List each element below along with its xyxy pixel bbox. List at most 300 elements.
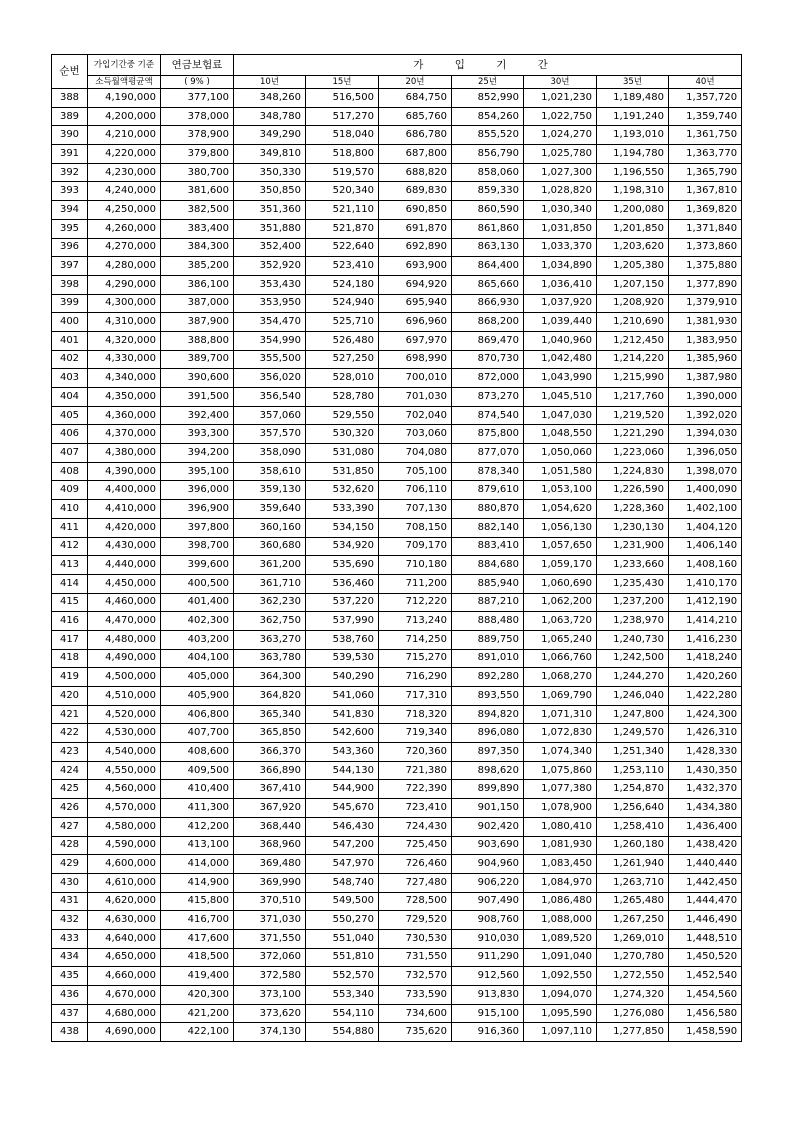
cell-p10: 354,470 (234, 313, 306, 332)
cell-p35: 1,221,290 (597, 425, 669, 444)
cell-seq: 396 (52, 238, 88, 257)
cell-p35: 1,238,970 (597, 612, 669, 631)
cell-p30: 1,062,200 (524, 593, 597, 612)
cell-p10: 369,480 (234, 855, 306, 874)
header-premium-top: 연금보험료 (161, 55, 234, 76)
cell-p15: 521,870 (306, 219, 379, 238)
cell-p20: 710,180 (379, 556, 452, 575)
cell-p30: 1,021,230 (524, 89, 597, 108)
cell-p35: 1,189,480 (597, 89, 669, 108)
cell-seq: 397 (52, 257, 88, 276)
cell-p15: 518,800 (306, 145, 379, 164)
cell-p30: 1,094,070 (524, 986, 597, 1005)
cell-income: 4,340,000 (88, 369, 161, 388)
cell-p25: 898,620 (452, 761, 524, 780)
cell-income: 4,280,000 (88, 257, 161, 276)
cell-p10: 352,920 (234, 257, 306, 276)
cell-p10: 352,400 (234, 238, 306, 257)
cell-p35: 1,235,430 (597, 574, 669, 593)
cell-premium: 385,200 (161, 257, 234, 276)
header-period-25: 25년 (452, 76, 524, 89)
table-row (52, 911, 742, 930)
table-body (52, 89, 742, 1042)
cell-p10: 373,100 (234, 986, 306, 1005)
cell-premium: 410,400 (161, 780, 234, 799)
cell-p35: 1,263,710 (597, 873, 669, 892)
cell-p15: 516,500 (306, 89, 379, 108)
cell-p35: 1,200,080 (597, 201, 669, 220)
cell-income: 4,670,000 (88, 986, 161, 1005)
cell-income: 4,260,000 (88, 219, 161, 238)
cell-p15: 546,430 (306, 817, 379, 836)
cell-p15: 540,290 (306, 668, 379, 687)
cell-p10: 368,440 (234, 817, 306, 836)
table-row (52, 444, 742, 463)
cell-p10: 357,060 (234, 406, 306, 425)
cell-p10: 361,710 (234, 574, 306, 593)
cell-p35: 1,249,570 (597, 724, 669, 743)
cell-income: 4,470,000 (88, 612, 161, 631)
cell-premium: 409,500 (161, 761, 234, 780)
cell-p25: 873,270 (452, 388, 524, 407)
cell-p20: 687,800 (379, 145, 452, 164)
cell-p30: 1,036,410 (524, 275, 597, 294)
table-row (52, 257, 742, 276)
header-seq: 순번 (52, 55, 88, 89)
cell-p40: 1,406,140 (669, 537, 742, 556)
cell-p40: 1,448,510 (669, 929, 742, 948)
cell-p20: 702,040 (379, 406, 452, 425)
header-period-10: 10년 (234, 76, 306, 89)
cell-p10: 371,550 (234, 929, 306, 948)
cell-p15: 551,040 (306, 929, 379, 948)
cell-premium: 414,900 (161, 873, 234, 892)
cell-p20: 705,100 (379, 462, 452, 481)
cell-p15: 528,780 (306, 388, 379, 407)
cell-p15: 526,480 (306, 331, 379, 350)
cell-p15: 539,530 (306, 649, 379, 668)
cell-p25: 907,490 (452, 892, 524, 911)
cell-p25: 880,870 (452, 500, 524, 519)
cell-p10: 360,680 (234, 537, 306, 556)
cell-income: 4,460,000 (88, 593, 161, 612)
cell-p10: 356,020 (234, 369, 306, 388)
cell-p40: 1,422,280 (669, 687, 742, 706)
cell-premium: 421,200 (161, 1004, 234, 1023)
cell-seq: 420 (52, 687, 88, 706)
table-row (52, 929, 742, 948)
cell-premium: 407,700 (161, 724, 234, 743)
cell-p20: 694,920 (379, 275, 452, 294)
cell-seq: 389 (52, 107, 88, 126)
cell-p30: 1,059,170 (524, 556, 597, 575)
cell-premium: 387,000 (161, 294, 234, 313)
cell-p40: 1,390,000 (669, 388, 742, 407)
cell-income: 4,550,000 (88, 761, 161, 780)
cell-p30: 1,089,520 (524, 929, 597, 948)
pension-table (51, 54, 742, 1042)
cell-p10: 372,580 (234, 967, 306, 986)
cell-p35: 1,258,410 (597, 817, 669, 836)
cell-premium: 399,600 (161, 556, 234, 575)
cell-p40: 1,402,100 (669, 500, 742, 519)
cell-seq: 403 (52, 369, 88, 388)
cell-income: 4,630,000 (88, 911, 161, 930)
cell-p30: 1,047,030 (524, 406, 597, 425)
cell-p40: 1,420,260 (669, 668, 742, 687)
cell-premium: 416,700 (161, 911, 234, 930)
cell-p40: 1,452,540 (669, 967, 742, 986)
cell-p35: 1,253,110 (597, 761, 669, 780)
cell-p35: 1,231,900 (597, 537, 669, 556)
cell-income: 4,290,000 (88, 275, 161, 294)
cell-p40: 1,367,810 (669, 182, 742, 201)
cell-p20: 722,390 (379, 780, 452, 799)
cell-p10: 357,570 (234, 425, 306, 444)
cell-p20: 717,310 (379, 687, 452, 706)
cell-p35: 1,194,780 (597, 145, 669, 164)
cell-p20: 733,590 (379, 986, 452, 1005)
cell-seq: 398 (52, 275, 88, 294)
cell-p15: 533,390 (306, 500, 379, 519)
cell-income: 4,600,000 (88, 855, 161, 874)
table-row (52, 668, 742, 687)
cell-p30: 1,040,960 (524, 331, 597, 350)
cell-seq: 405 (52, 406, 88, 425)
table-row (52, 799, 742, 818)
cell-p40: 1,450,520 (669, 948, 742, 967)
cell-p15: 541,060 (306, 687, 379, 706)
cell-income: 4,400,000 (88, 481, 161, 500)
cell-seq: 428 (52, 836, 88, 855)
cell-p30: 1,060,690 (524, 574, 597, 593)
cell-p30: 1,071,310 (524, 705, 597, 724)
cell-seq: 390 (52, 126, 88, 145)
cell-seq: 414 (52, 574, 88, 593)
cell-p30: 1,053,100 (524, 481, 597, 500)
cell-income: 4,580,000 (88, 817, 161, 836)
cell-p20: 688,820 (379, 163, 452, 182)
cell-p15: 554,880 (306, 1023, 379, 1042)
cell-p20: 730,530 (379, 929, 452, 948)
cell-p40: 1,357,720 (669, 89, 742, 108)
cell-p20: 692,890 (379, 238, 452, 257)
cell-p25: 869,470 (452, 331, 524, 350)
cell-premium: 418,500 (161, 948, 234, 967)
cell-seq: 415 (52, 593, 88, 612)
table-row (52, 145, 742, 164)
cell-p35: 1,228,360 (597, 500, 669, 519)
cell-p40: 1,383,950 (669, 331, 742, 350)
cell-p25: 915,100 (452, 1004, 524, 1023)
cell-p35: 1,242,500 (597, 649, 669, 668)
cell-income: 4,500,000 (88, 668, 161, 687)
cell-p30: 1,042,480 (524, 350, 597, 369)
cell-seq: 395 (52, 219, 88, 238)
cell-seq: 433 (52, 929, 88, 948)
cell-income: 4,220,000 (88, 145, 161, 164)
cell-p25: 875,800 (452, 425, 524, 444)
cell-seq: 413 (52, 556, 88, 575)
pension-table-sheet (51, 54, 741, 1042)
cell-p10: 370,510 (234, 892, 306, 911)
table-row (52, 986, 742, 1005)
cell-income: 4,420,000 (88, 518, 161, 537)
cell-seq: 402 (52, 350, 88, 369)
cell-premium: 386,100 (161, 275, 234, 294)
cell-p35: 1,208,920 (597, 294, 669, 313)
cell-p30: 1,057,650 (524, 537, 597, 556)
cell-p10: 361,200 (234, 556, 306, 575)
cell-p15: 541,830 (306, 705, 379, 724)
cell-p20: 732,570 (379, 967, 452, 986)
cell-p35: 1,244,270 (597, 668, 669, 687)
cell-premium: 387,900 (161, 313, 234, 332)
cell-p35: 1,233,660 (597, 556, 669, 575)
cell-p10: 363,780 (234, 649, 306, 668)
cell-p20: 726,460 (379, 855, 452, 874)
cell-seq: 435 (52, 967, 88, 986)
cell-p20: 729,520 (379, 911, 452, 930)
cell-p20: 718,320 (379, 705, 452, 724)
cell-p25: 863,130 (452, 238, 524, 257)
cell-income: 4,650,000 (88, 948, 161, 967)
table-row (52, 89, 742, 108)
cell-p35: 1,191,240 (597, 107, 669, 126)
cell-p25: 899,890 (452, 780, 524, 799)
cell-p35: 1,207,150 (597, 275, 669, 294)
cell-seq: 418 (52, 649, 88, 668)
cell-p25: 913,830 (452, 986, 524, 1005)
cell-p25: 901,150 (452, 799, 524, 818)
cell-seq: 424 (52, 761, 88, 780)
cell-p15: 548,740 (306, 873, 379, 892)
cell-p30: 1,092,550 (524, 967, 597, 986)
cell-income: 4,590,000 (88, 836, 161, 855)
cell-income: 4,250,000 (88, 201, 161, 220)
cell-p30: 1,056,130 (524, 518, 597, 537)
table-row (52, 163, 742, 182)
cell-premium: 403,200 (161, 630, 234, 649)
cell-p30: 1,068,270 (524, 668, 597, 687)
cell-premium: 391,500 (161, 388, 234, 407)
cell-p25: 866,930 (452, 294, 524, 313)
cell-p35: 1,260,180 (597, 836, 669, 855)
cell-p20: 714,250 (379, 630, 452, 649)
cell-p40: 1,359,740 (669, 107, 742, 126)
cell-p15: 529,550 (306, 406, 379, 425)
cell-p15: 542,600 (306, 724, 379, 743)
cell-p25: 893,550 (452, 687, 524, 706)
cell-premium: 381,600 (161, 182, 234, 201)
cell-p20: 696,960 (379, 313, 452, 332)
cell-p40: 1,365,790 (669, 163, 742, 182)
cell-p15: 520,340 (306, 182, 379, 201)
table-row (52, 238, 742, 257)
cell-premium: 419,400 (161, 967, 234, 986)
table-row (52, 369, 742, 388)
table-row (52, 331, 742, 350)
table-row (52, 107, 742, 126)
cell-p20: 731,550 (379, 948, 452, 967)
cell-p25: 860,590 (452, 201, 524, 220)
cell-seq: 436 (52, 986, 88, 1005)
cell-p20: 693,900 (379, 257, 452, 276)
cell-p35: 1,217,760 (597, 388, 669, 407)
cell-p15: 523,410 (306, 257, 379, 276)
table-row (52, 761, 742, 780)
cell-p10: 371,030 (234, 911, 306, 930)
cell-premium: 393,300 (161, 425, 234, 444)
cell-p15: 519,570 (306, 163, 379, 182)
cell-p25: 908,760 (452, 911, 524, 930)
table-row (52, 705, 742, 724)
cell-p35: 1,267,250 (597, 911, 669, 930)
cell-p10: 355,500 (234, 350, 306, 369)
cell-p40: 1,363,770 (669, 145, 742, 164)
cell-income: 4,490,000 (88, 649, 161, 668)
cell-p10: 365,850 (234, 724, 306, 743)
cell-seq: 406 (52, 425, 88, 444)
cell-p35: 1,270,780 (597, 948, 669, 967)
cell-p20: 700,010 (379, 369, 452, 388)
cell-p40: 1,444,470 (669, 892, 742, 911)
cell-premium: 380,700 (161, 163, 234, 182)
header-period-20: 20년 (379, 76, 452, 89)
cell-p25: 864,400 (452, 257, 524, 276)
cell-p25: 868,200 (452, 313, 524, 332)
cell-p25: 858,060 (452, 163, 524, 182)
cell-p30: 1,039,440 (524, 313, 597, 332)
cell-p15: 537,220 (306, 593, 379, 612)
cell-p30: 1,028,820 (524, 182, 597, 201)
cell-p15: 524,940 (306, 294, 379, 313)
cell-p30: 1,095,590 (524, 1004, 597, 1023)
cell-p10: 374,130 (234, 1023, 306, 1042)
cell-p25: 904,960 (452, 855, 524, 874)
cell-p15: 534,920 (306, 537, 379, 556)
cell-p30: 1,022,750 (524, 107, 597, 126)
cell-seq: 412 (52, 537, 88, 556)
cell-p35: 1,265,480 (597, 892, 669, 911)
cell-p15: 551,810 (306, 948, 379, 967)
cell-p30: 1,074,340 (524, 743, 597, 762)
cell-income: 4,360,000 (88, 406, 161, 425)
cell-p25: 870,730 (452, 350, 524, 369)
table-row (52, 593, 742, 612)
cell-seq: 404 (52, 388, 88, 407)
cell-income: 4,680,000 (88, 1004, 161, 1023)
cell-p25: 877,070 (452, 444, 524, 463)
table-row (52, 500, 742, 519)
cell-seq: 394 (52, 201, 88, 220)
cell-income: 4,570,000 (88, 799, 161, 818)
cell-premium: 378,900 (161, 126, 234, 145)
cell-p10: 349,810 (234, 145, 306, 164)
cell-p35: 1,269,010 (597, 929, 669, 948)
cell-premium: 405,000 (161, 668, 234, 687)
cell-p35: 1,247,800 (597, 705, 669, 724)
cell-income: 4,330,000 (88, 350, 161, 369)
cell-premium: 389,700 (161, 350, 234, 369)
cell-p20: 724,430 (379, 817, 452, 836)
cell-p10: 358,090 (234, 444, 306, 463)
cell-seq: 429 (52, 855, 88, 874)
cell-p20: 728,500 (379, 892, 452, 911)
cell-p30: 1,066,760 (524, 649, 597, 668)
cell-p25: 912,560 (452, 967, 524, 986)
cell-p40: 1,381,930 (669, 313, 742, 332)
table-row (52, 855, 742, 874)
cell-p30: 1,027,300 (524, 163, 597, 182)
cell-p20: 713,240 (379, 612, 452, 631)
cell-p40: 1,416,230 (669, 630, 742, 649)
cell-income: 4,310,000 (88, 313, 161, 332)
cell-p30: 1,034,890 (524, 257, 597, 276)
cell-p20: 704,080 (379, 444, 452, 463)
cell-premium: 383,400 (161, 219, 234, 238)
cell-seq: 401 (52, 331, 88, 350)
cell-p30: 1,065,240 (524, 630, 597, 649)
cell-p10: 348,260 (234, 89, 306, 108)
table-row (52, 462, 742, 481)
cell-p20: 727,480 (379, 873, 452, 892)
cell-income: 4,410,000 (88, 500, 161, 519)
cell-p15: 535,690 (306, 556, 379, 575)
table-row (52, 425, 742, 444)
cell-seq: 430 (52, 873, 88, 892)
cell-premium: 384,300 (161, 238, 234, 257)
cell-p20: 686,780 (379, 126, 452, 145)
cell-premium: 411,300 (161, 799, 234, 818)
cell-p20: 708,150 (379, 518, 452, 537)
cell-p30: 1,050,060 (524, 444, 597, 463)
cell-income: 4,560,000 (88, 780, 161, 799)
cell-p15: 547,970 (306, 855, 379, 874)
cell-p40: 1,434,380 (669, 799, 742, 818)
cell-p20: 695,940 (379, 294, 452, 313)
cell-seq: 437 (52, 1004, 88, 1023)
cell-p25: 872,000 (452, 369, 524, 388)
cell-p20: 689,830 (379, 182, 452, 201)
cell-p40: 1,458,590 (669, 1023, 742, 1042)
cell-p25: 894,820 (452, 705, 524, 724)
cell-p15: 532,620 (306, 481, 379, 500)
cell-p40: 1,454,560 (669, 986, 742, 1005)
cell-p15: 536,460 (306, 574, 379, 593)
cell-p35: 1,240,730 (597, 630, 669, 649)
cell-p15: 538,760 (306, 630, 379, 649)
cell-p25: 856,790 (452, 145, 524, 164)
cell-p25: 854,260 (452, 107, 524, 126)
cell-p35: 1,276,080 (597, 1004, 669, 1023)
cell-p25: 878,340 (452, 462, 524, 481)
cell-p35: 1,224,830 (597, 462, 669, 481)
table-row (52, 350, 742, 369)
cell-p40: 1,369,820 (669, 201, 742, 220)
cell-p10: 373,620 (234, 1004, 306, 1023)
cell-premium: 390,600 (161, 369, 234, 388)
cell-p20: 697,970 (379, 331, 452, 350)
cell-premium: 396,900 (161, 500, 234, 519)
cell-p15: 543,360 (306, 743, 379, 762)
cell-p20: 720,360 (379, 743, 452, 762)
cell-p20: 715,270 (379, 649, 452, 668)
cell-seq: 392 (52, 163, 88, 182)
cell-p35: 1,256,640 (597, 799, 669, 818)
table-row (52, 294, 742, 313)
cell-income: 4,210,000 (88, 126, 161, 145)
